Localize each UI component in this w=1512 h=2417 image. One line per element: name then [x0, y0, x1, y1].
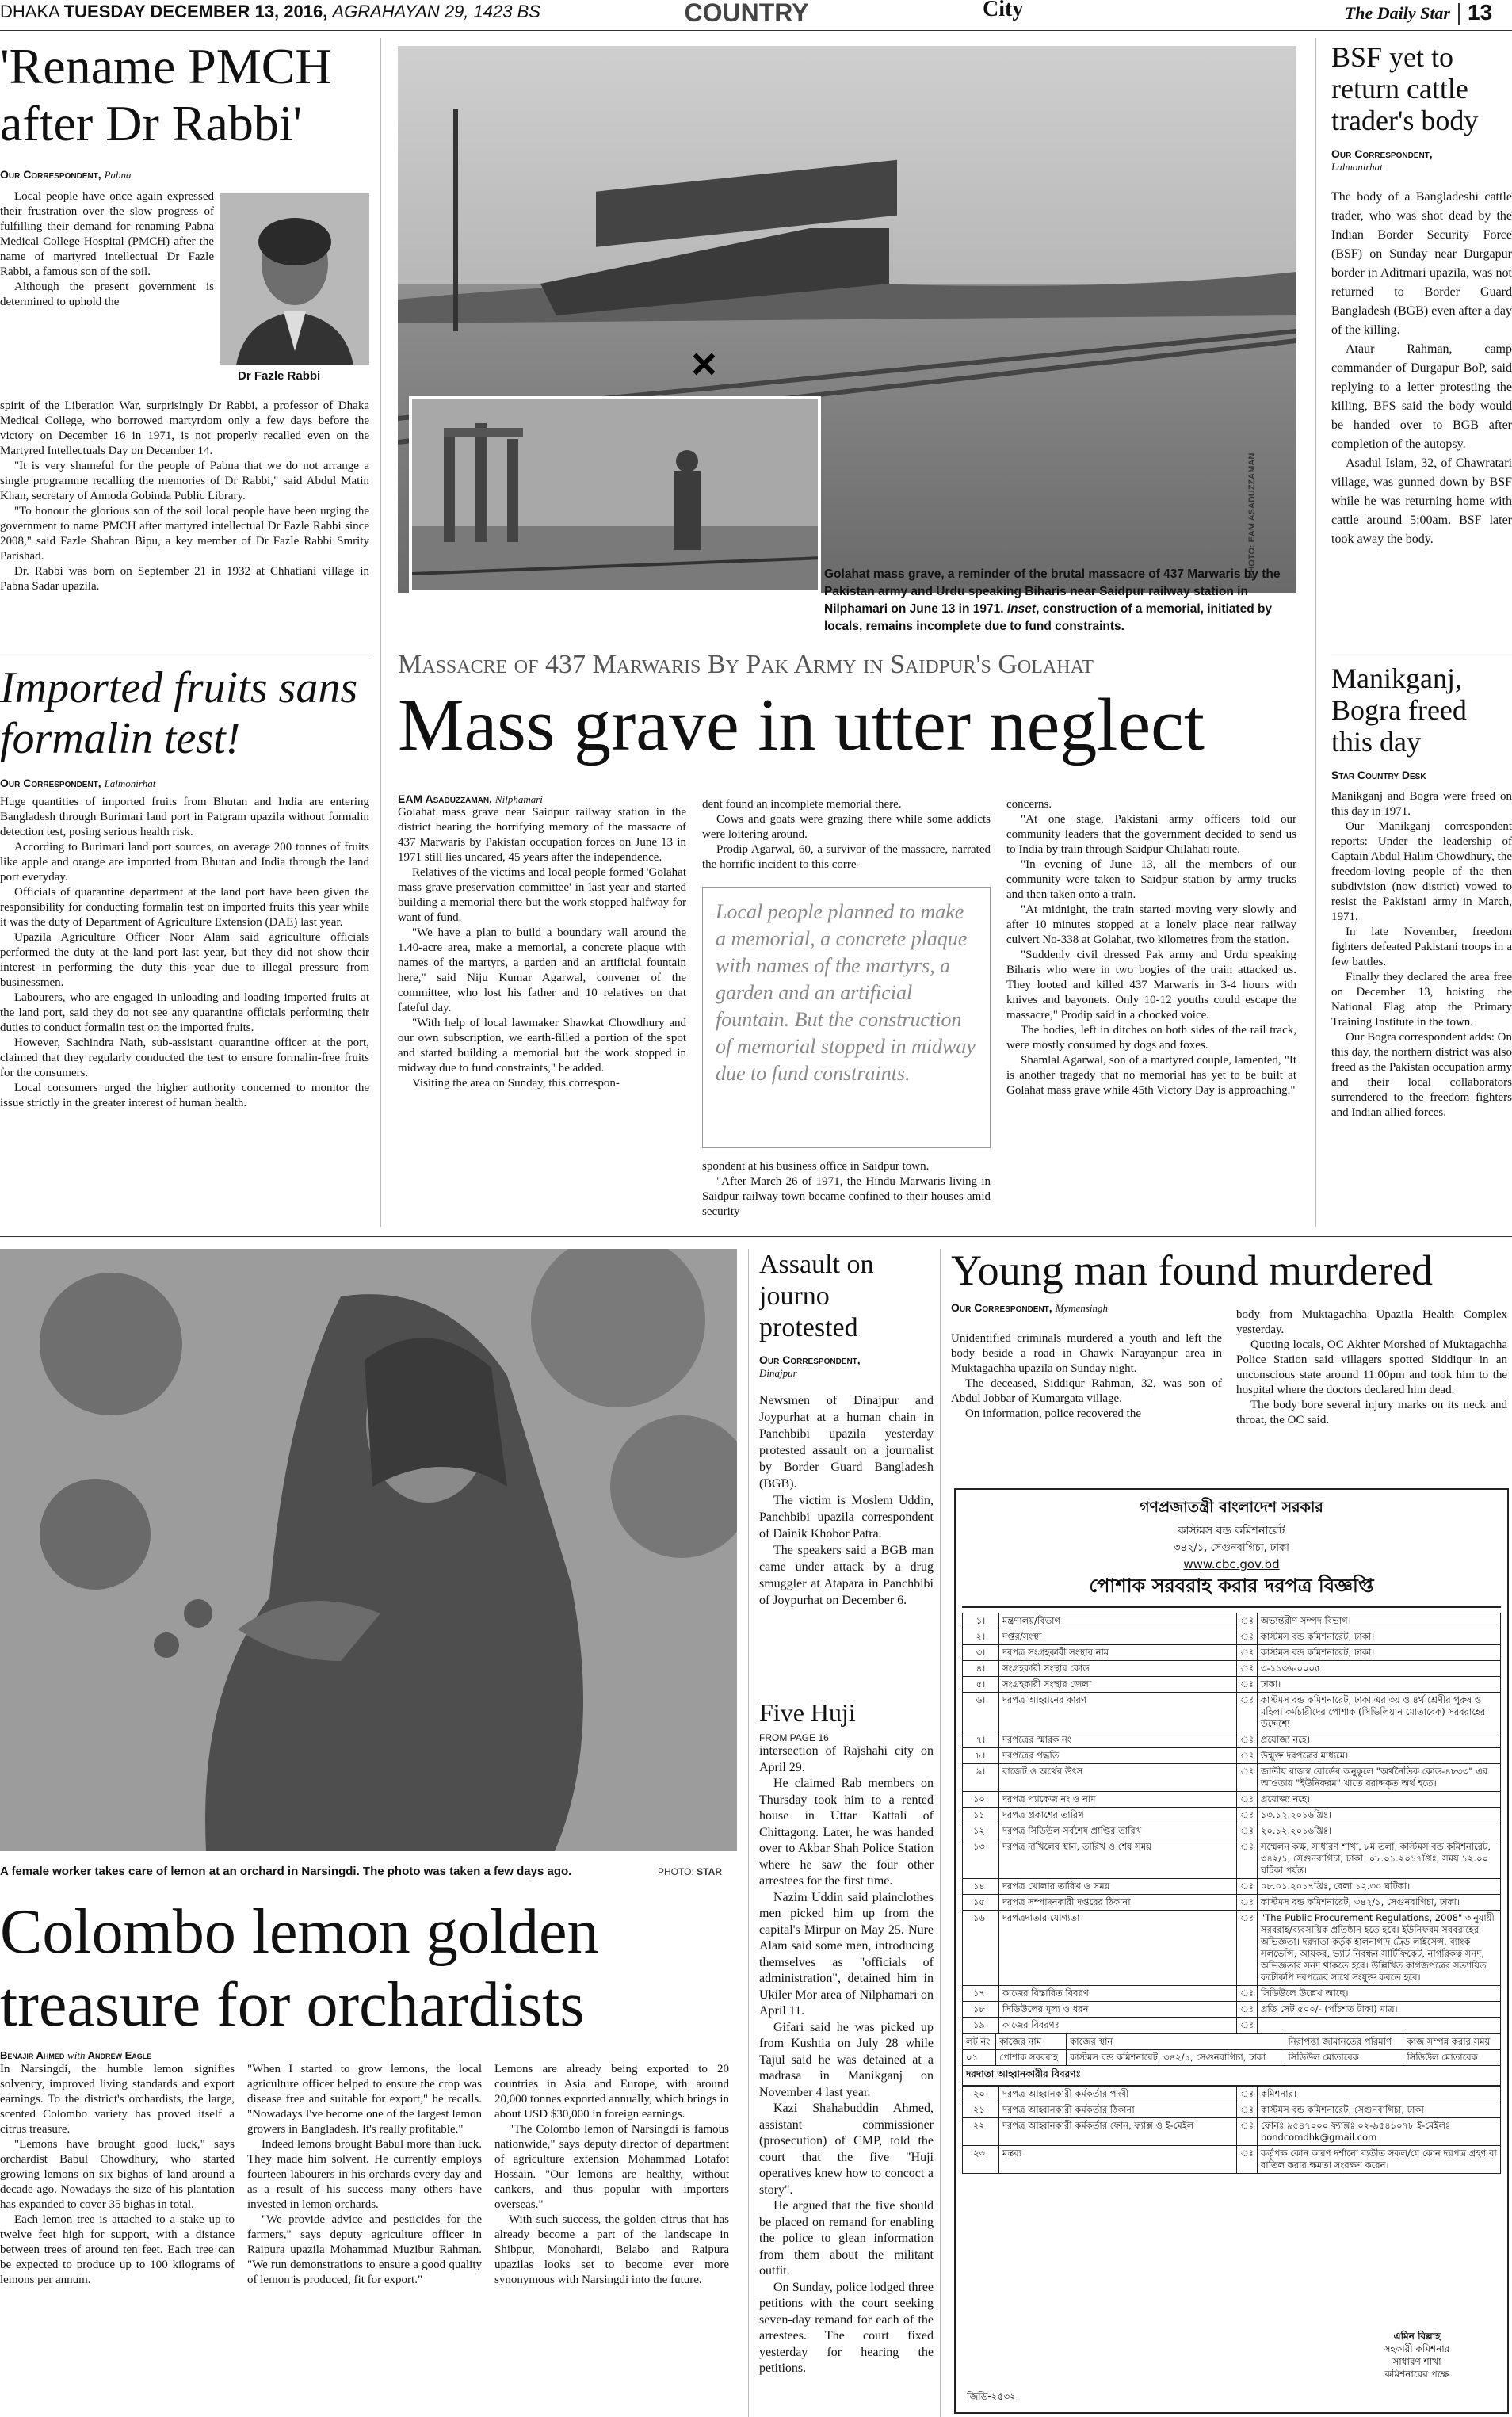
- lemon-para: In Narsingdi, the humble lemon signifies solvency, improved living standards and export earnings. To the district's orchardists, the large, scented Colombo variety has proved itself a citrus treasure.: [0, 2063, 235, 2136]
- lemon-photo-credit: PHOTO: STAR: [658, 1866, 722, 1877]
- assault-para: Newsmen of Dinajpur and Joypurhat at a human chain in Panchbibi upazila yesterday protested assault on a journalist by Border Guard Bangladesh (BGB).: [759, 1394, 934, 1491]
- tender-separator-cell: ঃ: [1237, 2087, 1258, 2102]
- tender-row: [963, 2102, 1501, 2118]
- signatory-title: সহকারী কমিশনার: [1384, 2343, 1450, 2354]
- pmch-headline: 'Rename PMCH after Dr Rabbi': [0, 38, 332, 151]
- tender-value-cell: অভ্যন্তরীণ সম্পদ বিভাগ।: [1257, 1613, 1500, 1629]
- pmch-article: [0, 38, 369, 648]
- tender-value-cell: [1257, 2018, 1500, 2033]
- lot-cell: পোশাক সরবরাহ: [996, 2050, 1067, 2066]
- header-rule: [0, 30, 1512, 31]
- memorial-inset-photo: [409, 396, 821, 593]
- pmch-para: Local people have once again expressed their frustration over the slow progress of fulfilling their demand for renaming Pabna Medical College Hospital (PMCH) after the name of martyred intellectual Dr Fazle Rabbi, a famous son of the soil.: [0, 190, 214, 278]
- tender-value-cell: সিডিউলে উল্লেখ আছে।: [1257, 1986, 1500, 2002]
- tender-n-cell: ৮।: [963, 1748, 999, 1764]
- murder-headline: Young man found murdered: [951, 1247, 1433, 1294]
- tender-label-cell: দরপত্র প্যাকেজ নং ও নাম: [999, 1792, 1237, 1808]
- tender-n-cell: ২০।: [963, 2087, 999, 2102]
- tender-label-cell: সংগ্রহকারী সংস্থার জেলা: [999, 1677, 1237, 1693]
- tender-row: [963, 1764, 1501, 1792]
- tender-n-cell: ১১।: [963, 1808, 999, 1823]
- pmch-para: spirit of the Liberation War, surprisingly Dr Rabbi, a professor of Dhaka Medical College, who borrowed martyrdom only a few days before the victory on December 16 in 1971, is not properly recalled even on the Martyred Intellectuals Day on December 14.: [0, 399, 369, 457]
- fruits-headline: Imported fruits sans formalin test!: [0, 663, 358, 763]
- tender-row: [963, 1732, 1501, 1748]
- tender-label-cell: দরপত্রদাতার যোগ্যতা: [999, 1911, 1237, 1986]
- huji-para: On Sunday, police lodged three petitions with the court seeking seven-day remand for each of the arrestees. The court fixed yesterday for hearing the petitions.: [759, 2280, 934, 2375]
- fruits-para: Labourers, who are engaged in unloading and loading imported fruits at the land port, said they do not see any quarantine officials performing their duties to conduct formalin test on the imported fruits.: [0, 991, 369, 1034]
- murder-para: The deceased, Siddiqur Rahman, 32, was son of Abdul Jobbar of Kumargata village.: [951, 1377, 1222, 1405]
- tender-label-cell: দরপত্র সম্পাদনকারী দপ্তরের ঠিকানা: [999, 1895, 1237, 1911]
- column-rule: [748, 1249, 749, 2417]
- tender-label-cell: দরপত্রের পদ্ধতি: [999, 1748, 1237, 1764]
- tender-n-cell: ১৬।: [963, 1911, 999, 1986]
- assault-para: The victim is Moslem Uddin, Panchbibi upazila correspondent of Dainik Khobor Patra.: [759, 1494, 934, 1541]
- tender-label-cell: দরপত্র আহ্বানকারী কর্মকর্তার ঠিকানা: [999, 2102, 1237, 2118]
- tender-label-cell: দরপত্র সংগ্রহকারী সংস্থার নাম: [999, 1645, 1237, 1661]
- tender-n-cell: ১২।: [963, 1823, 999, 1839]
- tender-separator-cell: ঃ: [1237, 1645, 1258, 1661]
- tender-n-cell: ১৯।: [963, 2018, 999, 2033]
- tender-label-cell: দরপত্র আহ্বানের কারণ: [999, 1693, 1237, 1732]
- bsf-para: Ataur Rahman, camp commander of Durgapur BoP, said replying to a letter protesting the killing, BFS said the body would be handed over to BGB after completion of the autopsy.: [1331, 342, 1512, 451]
- dateline: [0, 2, 666, 25]
- murder-para: On information, police recovered the: [965, 1407, 1141, 1420]
- tender-n-cell: ১৪।: [963, 1879, 999, 1895]
- tender-value-cell: কাস্টমস বন্ড কমিশনারেট, ঢাকা।: [1257, 1629, 1500, 1645]
- lot-cell: ০১: [963, 2050, 996, 2066]
- lemon-article: [0, 1896, 737, 2417]
- tender-separator-cell: ঃ: [1237, 1986, 1258, 2002]
- tender-row: [963, 1911, 1501, 1986]
- manikganj-para: In late November, freedom fighters defeated Pakistani troops in a few battles.: [1331, 926, 1512, 968]
- tender-n-cell: ১।: [963, 1613, 999, 1629]
- lot-header-cell: কাজের নাম: [996, 2034, 1067, 2050]
- tender-label-cell: দরপত্র প্রকাশের তারিখ: [999, 1808, 1237, 1823]
- svg-text:×: ×: [691, 338, 717, 388]
- tender-value-cell: ফোনঃ ৯৫৪৭০০০ ফ্যাক্সঃ ০২-৯৫৪১০৭৮ ই-মেইলঃ bondcomdhk@gmail.com: [1257, 2118, 1500, 2146]
- tender-value-cell: প্রযোজ্য নহে।: [1257, 1792, 1500, 1808]
- grave-para: "We have a plan to build a boundary wall around the 1.40-acre area, make a memorial, a concrete plaque with names of the martyrs, a garden and an artificial fountain here," said Niju Kumar Agarwal, convener of the committee, who lost his father and 10 relatives on that fateful day.: [398, 926, 686, 1014]
- signatory-name: এমিন বিল্লাহ: [1393, 2331, 1441, 2342]
- notice-title: পোশাক সরবরাহ করার দরপত্র বিজ্ঞপ্তি: [962, 1571, 1501, 1608]
- signatory-for: কমিশনারের পক্ষে: [1384, 2369, 1449, 2380]
- tender-n-cell: ১৩।: [963, 1839, 999, 1879]
- pmch-para: Although the present government is determined to uphold the: [0, 281, 214, 308]
- fruits-para: According to Burimari land port sources, on average 200 tonnes of fruits like apple and orange are imported from Bhutan and India through the land port everyday.: [0, 841, 369, 884]
- page-number: 13: [1468, 0, 1493, 25]
- tender-table-officials: [962, 2086, 1501, 2174]
- tender-n-cell: ৭।: [963, 1732, 999, 1748]
- grave-article: [398, 650, 1296, 1228]
- tender-row: [963, 2087, 1501, 2102]
- tender-value-cell: ৩-১১৩৬-০০০৫: [1257, 1661, 1500, 1677]
- tender-separator-cell: ঃ: [1237, 1911, 1258, 1986]
- paper-name: The Daily Star: [1344, 3, 1450, 23]
- signatory-dept: সাধারণ শাখা: [1392, 2356, 1441, 2367]
- dateline-bengali: AGRAHAYAN 29, 1423 BS: [332, 2, 540, 21]
- grave-para: "At one stage, Pakistani army officers told our community leaders that the government decided to send us to India by train through Saidpur-Chilahati route.: [1006, 813, 1296, 856]
- lot-table: [962, 2033, 1501, 2066]
- grave-kicker: Massacre of 437 Marwaris By Pak Army in Saidpur's Golahat: [398, 650, 1094, 679]
- page-header: [0, 0, 1512, 32]
- manikganj-para: Manikganj and Bogra were freed on this day in 1971.: [1331, 790, 1512, 818]
- bsf-byline: Our Correspondent, Lalmonirhat: [1331, 147, 1433, 173]
- tender-row: [963, 1792, 1501, 1808]
- murder-para: Quoting locals, OC Akhter Morshed of Muktagachha Police Station said villagers spotted Siddiqur in an unconscious state around 11:00pm and took him to the hospital where the doctors declared him dead.: [1236, 1338, 1507, 1396]
- tender-row: [963, 1808, 1501, 1823]
- tender-value-cell: "The Public Procurement Regulations, 2008" অনুযায়ী সরবরাহ/ব্যবসায়িক প্রতিষ্ঠান হতে হবে। ইউনিফরম সরবরাহের অভিজ্ঞতা। দরদাতা কর্তৃক হালনাগাদ ট্রেড লাইসেন্স, ব্যাংক সলভেন্সি, আয়কর, ভ্যাট নিবন্ধন সার্টিফিকেট, নাগরিকত্ব সনদ, অভিজ্ঞতার সনদ থাকতে হবে। উল্লিখিত কাগজপত্রের সত্যায়িত ফটোকপি দরপত্রের সাথে সংযুক্ত করতে হবে।: [1257, 1911, 1500, 1986]
- lemon-para: Each lemon tree is attached to a stake up to twelve feet high for support, with a distance between trees of around ten feet. Each tree can be expected to produce up to 100 kilograms of lemons per annum.: [0, 2213, 235, 2286]
- official-title: দরদাতা আহ্বানকারীর বিবরণঃ: [962, 2066, 1501, 2086]
- grave-para: Cows and goats were grazing there while some addicts were loitering around.: [702, 813, 991, 841]
- lemon-para: "The Colombo lemon of Narsingdi is famous nationwide," says deputy director of department of agriculture extension Mohammad Lotafot Hossain. "Our lemons are healthy, without cankers, and thus popular with importers overseas.": [494, 2123, 729, 2211]
- section-label: COUNTRY: [684, 0, 809, 27]
- manikganj-para: Our Manikganj correspondent reports: Under the leadership of Captain Abdul Halim Chowdhury, the freedom-loving people of the then subdivision (now district) vowed to resist the Pakistani army in March, 1971.: [1331, 820, 1512, 923]
- grave-para: concerns.: [1006, 798, 1052, 811]
- tender-value-cell: কাস্টমস বন্ড কমিশনারেট, ৩৪২/১, সেগুনবাগিচা, ঢাকা।: [1257, 1895, 1500, 1911]
- tender-label-cell: কাজের বিবরণঃ: [999, 2018, 1237, 2033]
- tender-value-cell: সম্মেলন কক্ষ, সাধারণ শাখা, ৮ম তলা, কাস্টমস বন্ড কমিশনারেট, ৩৪২/১, সেগুনবাগিচা, ঢাকা। ০৮.০১.২০১৭খ্রিঃ, সময় ১২.০০ ঘটিকা পর্যন্ত।: [1257, 1839, 1500, 1879]
- tender-label-cell: দরপত্রের স্মারক নং: [999, 1732, 1237, 1748]
- tender-separator-cell: ঃ: [1237, 1895, 1258, 1911]
- tender-label-cell: মন্ত্রণালয়/বিভাগ: [999, 1613, 1237, 1629]
- lemon-para: "Lemons have brought good luck," says orchardist Babul Chowdhury, who started growing lemons on six bighas of land around a decade ago. Nowadays the size of his plantation has expanded to cover 35 bighas in total.: [0, 2138, 235, 2211]
- tender-separator-cell: ঃ: [1237, 1764, 1258, 1792]
- fruits-para: However, Sachindra Nath, sub-assistant quarantine officer at the port, claimed that they regularly conducted the test to ensure formalin-free fruits for the consumers.: [0, 1037, 369, 1079]
- tender-row: [963, 2018, 1501, 2033]
- tender-row: [963, 1693, 1501, 1732]
- header-divider: [1458, 3, 1460, 25]
- tender-separator-cell: ঃ: [1237, 1792, 1258, 1808]
- notice-office: কাস্টমস বন্ড কমিশনারেট: [1178, 1525, 1285, 1537]
- tender-separator-cell: ঃ: [1237, 1661, 1258, 1677]
- grave-photo-credit: PHOTO: EAM ASADUZZAMAN: [1247, 452, 1257, 578]
- murder-article: [951, 1246, 1512, 1483]
- tender-separator-cell: ঃ: [1237, 2118, 1258, 2146]
- grave-para: "Suddenly civil dressed Pak army and Urdu speaking Biharis who were in two bogies of the train attacked us. They looted and killed 437 Marwaris in 3-4 hours with knives and bayonets. Only 10-12 youths could escape the massacre," Prodip said in a chocked voice.: [1006, 949, 1296, 1021]
- fruits-byline: Our Correspondent, Lalmonirhat: [0, 777, 156, 789]
- tender-n-cell: ৯।: [963, 1764, 999, 1792]
- grave-photo-caption: Golahat mass grave, a reminder of the brutal massacre of 437 Marwaris by the Pakistan army and Urdu speaking Biharis near Saidpur railway station in Nilphamari on June 13 in 1971. Inset, construction of a memorial, initiated by locals, remains incomplete due to fund constraints.: [824, 567, 1281, 633]
- tender-separator-cell: ঃ: [1237, 1748, 1258, 1764]
- lemon-para: "When I started to grow lemons, the local agriculture officer helped to ensure the crop was disease free and suitable for export," he recalls. "Nowadays I've become one of the largest lemon growers in Bangladesh. It's really profitable.": [247, 2063, 482, 2136]
- pmch-byline: Our Correspondent, Pabna: [0, 168, 132, 181]
- lemon-photo: [0, 1249, 737, 1851]
- dateline-day: TUESDAY DECEMBER 13, 2016,: [63, 2, 328, 21]
- tender-row: [963, 1986, 1501, 2002]
- tender-value-cell: কাস্টমস বন্ড কমিশনারেট, ঢাকা এর ৩য় ও ৪র্থ শ্রেণীর পুরুষ ও মহিলা কর্মচারীদের পোশাক (সিভিলিয়ান মোতাবেক) সরবরাহের উদ্দেশ্যে।: [1257, 1693, 1500, 1732]
- dr-rabbi-caption: Dr Fazle Rabbi: [238, 369, 321, 383]
- grave-para: Visiting the area on Sunday, this correspon-: [412, 1077, 620, 1090]
- grave-headline: Mass grave in utter neglect: [398, 684, 1205, 766]
- lemon-para: Lemons are already being exported to 20 countries in Asia and Europe, with around 20,000 tonnes exported annually, which brings in about USD $30,000 in foreign earnings.: [494, 2063, 729, 2121]
- tender-table: [962, 1613, 1501, 2033]
- tender-n-cell: ২।: [963, 1629, 999, 1645]
- tender-separator-cell: ঃ: [1237, 2102, 1258, 2118]
- assault-article: [759, 1249, 934, 1693]
- fruits-para: Officials of quarantine department at the land port have been given the responsibility for conducting formalin test on imported fruits this year while it was the duty of Department of Agriculture Extension (DAE) last year.: [0, 886, 369, 929]
- tender-separator-cell: ঃ: [1237, 1879, 1258, 1895]
- fruits-para: Huge quantities of imported fruits from Bhutan and India are entering Bangladesh through Burimari land port in Patgram upazila without formalin detection test, posing serious health risk.: [0, 796, 369, 838]
- tender-label-cell: দরপত্র দাখিলের স্থান, তারিখ ও শেষ সময়: [999, 1839, 1237, 1879]
- tender-n-cell: ১৮।: [963, 2002, 999, 2018]
- tender-n-cell: ২৩।: [963, 2146, 999, 2174]
- grave-para: Prodip Agarwal, 60, a survivor of the massacre, narrated the horrific incident to this corre-: [702, 843, 991, 871]
- tender-row: [963, 1839, 1501, 1879]
- signature-block: [1338, 2330, 1496, 2381]
- lemon-para: With such success, the golden citrus that has already become a part of the landscape in Shibpur, Monohardi, Belabo and Raipura upazilas looks set to become ever more synonymous with Narsingdi into the future.: [494, 2213, 729, 2286]
- tender-row: [963, 1879, 1501, 1895]
- tender-value-cell: প্রযোজ্য নহে।: [1257, 1732, 1500, 1748]
- tender-separator-cell: ঃ: [1237, 1677, 1258, 1693]
- subsection-label: City: [983, 0, 1024, 21]
- huji-para: Gifari said he was picked up from Kushtia on July 28 while Tajul said he was detained at a madrasa in Manikganj on November 4 last year.: [759, 2020, 934, 2099]
- memorial-illustration: [412, 399, 821, 593]
- grave-para: "In evening of June 13, all the members of our community were taken to Saidpur station by army trucks and then taken onto a train.: [1006, 858, 1296, 901]
- tender-value-cell: উন্মুক্ত দরপত্রের মাধ্যমে।: [1257, 1748, 1500, 1764]
- portrait-illustration: [220, 193, 369, 365]
- pmch-para: "To honour the glorious son of the soil local people have been urging the government to name PMCH after martyred intellectual Dr Fazle Rabbi since 2008," said Fazle Shahran Bipu, a key member of Dr Fazle Rabbi Smrity Parishad.: [0, 505, 369, 563]
- notice-code: জিডি-২৫৩২: [967, 2391, 1016, 2402]
- fruits-para: Upazila Agriculture Officer Noor Alam said agriculture officials performed the duty at the land port last year, but they did not show their interest in performing the duty this year due to illegal pressure from businessmen.: [0, 931, 369, 989]
- tender-label-cell: দরপত্র সিডিউল সর্বশেষ প্রাপ্তির তারিখ: [999, 1823, 1237, 1839]
- tender-n-cell: ৫।: [963, 1677, 999, 1693]
- fruits-para: Local consumers urged the higher authority concerned to monitor the issue strictly in the greater interest of human health.: [0, 1082, 369, 1109]
- lot-row: [963, 2050, 1501, 2066]
- tender-n-cell: ৩।: [963, 1645, 999, 1661]
- manikganj-para: Finally they declared the area free on December 13, hoisting the National Flag atop the Primary Training Institute in the town.: [1331, 971, 1512, 1029]
- manikganj-byline: Star Country Desk: [1331, 769, 1426, 781]
- orchard-worker-illustration: [0, 1249, 737, 1851]
- tender-value-cell: কাস্টমস বন্ড কমিশনারেট, সেগুনবাগিচা, ঢাকা।: [1257, 2102, 1500, 2118]
- tender-n-cell: ২২।: [963, 2118, 999, 2146]
- manikganj-para: Our Bogra correspondent adds: On this day, the northern district was also freed as the Pakistan occupation army and their local collaborators surrendered to the freedom fighters and Indian allied forces.: [1331, 1031, 1512, 1119]
- lemon-headline: Colombo lemon golden treasure for orchardists: [0, 1897, 599, 2040]
- grave-para: "After March 26 of 1971, the Hindu Marwaris living in Saidpur railway town became confined to their houses amid security: [702, 1175, 991, 1218]
- dateline-city: DHAKA: [0, 2, 59, 21]
- grave-para: dent found an incomplete memorial there.: [702, 798, 902, 811]
- tender-separator-cell: ঃ: [1237, 1613, 1258, 1629]
- lot-cell: কাস্টমস বন্ড কমিশনারেট, ৩৪২/১, সেগুনবাগিচা, ঢাকা: [1067, 2050, 1285, 2066]
- huji-article: [759, 1697, 934, 2417]
- tender-label-cell: মন্তব্য: [999, 2146, 1237, 2174]
- fruits-article: [0, 662, 369, 1228]
- tender-label-cell: দপ্তর/সংস্থা: [999, 1629, 1237, 1645]
- tender-value-cell: ঢাকা।: [1257, 1677, 1500, 1693]
- grave-para: "With help of local lawmaker Shawkat Chowdhury and our own subscription, we earth-filled a portion of the spot and started building a memorial but the work stopped in midway due to fund constraints," he added.: [398, 1017, 686, 1075]
- dr-rabbi-photo: [220, 193, 369, 365]
- column-rule: [1315, 38, 1316, 1227]
- tender-label-cell: দরপত্র আহ্বানকারী কর্মকর্তার পদবী: [999, 2087, 1237, 2102]
- bsf-para: The body of a Bangladeshi cattle trader, who was shot dead by the Indian Border Security Force (BSF) on Sunday near Durgapur border in Aditmari upazila, was not returned to Border Guard Bangladesh (BGB) even after a day of the killing.: [1331, 190, 1512, 337]
- lot-header-cell: কাজের স্থান: [1067, 2034, 1285, 2050]
- tender-value-cell: ১৩.১২.২০১৬খ্রিঃ।: [1257, 1808, 1500, 1823]
- tender-separator-cell: ঃ: [1237, 1693, 1258, 1732]
- huji-para: intersection of Rajshahi city on April 29.: [759, 1744, 934, 1774]
- tender-separator-cell: ঃ: [1237, 2002, 1258, 2018]
- grave-para: spondent at his business office in Saidpur town.: [702, 1160, 930, 1173]
- lemon-byline: Benajir Ahmed with Andrew Eagle: [0, 2049, 152, 2061]
- pmch-para: "It is very shameful for the people of Pabna that we do not arrange a single programme recalling the memories of Dr Rabbi," said Abdul Matin Khan, secretary of Annoda Gobinda Public Library.: [0, 460, 369, 502]
- column-rule: [380, 38, 381, 1227]
- tender-row: [963, 1613, 1501, 1629]
- tender-n-cell: ৪।: [963, 1661, 999, 1677]
- tender-value-cell: জাতীয় রাজস্ব বোর্ডের অনুকূলে "অর্থনৈতিক কোড-৪৮৩৩" এর আওতায় "ইউনিফরম" খাতে বরাদ্দকৃত অর্থ হতে।: [1257, 1764, 1500, 1792]
- murder-para: The body bore several injury marks on its neck and throat, the OC said.: [1236, 1399, 1507, 1426]
- tender-row: [963, 1895, 1501, 1911]
- tender-n-cell: ২১।: [963, 2102, 999, 2118]
- huji-jump: FROM PAGE 16: [759, 1732, 829, 1743]
- tender-label-cell: বাজেট ও অর্থের উৎস: [999, 1764, 1237, 1792]
- lemon-para: Indeed lemons brought Babul more than luck. They made him solvent. He currently employs fourteen labourers in his orchards every day and as a result of his success many others have invested in lemon orchards.: [247, 2138, 482, 2211]
- tender-label-cell: কাজের বিস্তারিত বিবরণ: [999, 1986, 1237, 2002]
- murder-para: Unidentified criminals murdered a youth and left the body beside a road in Chawk Narayanpur area in Muktagachha upazila on Sunday night.: [951, 1332, 1222, 1375]
- assault-para: The speakers said a BGB man came under attack by a drug smuggler at Atapara in Panchbibi of Joypurhat on December 6.: [759, 1544, 934, 1607]
- pmch-para: Dr. Rabbi was born on September 21 in 1932 at Chhatiani village in Pabna Sadar upazila.: [0, 565, 369, 593]
- tender-n-cell: ৬।: [963, 1693, 999, 1732]
- grave-byline: EAM Asaduzzaman, Nilphamari: [398, 792, 543, 805]
- tender-row: [963, 1823, 1501, 1839]
- tender-value-cell: কর্তৃপক্ষ কোন কারণ দর্শানো ব্যতীত সকল/যে কোন দরপত্র গ্রহণ বা বাতিল করার ক্ষমতা সংরক্ষণ করেন।: [1257, 2146, 1500, 2174]
- tender-value-cell: কমিশনার।: [1257, 2087, 1500, 2102]
- tender-row: [963, 2002, 1501, 2018]
- huji-para: Kazi Shahabuddin Ahmed, assistant commissioner (prosecution) of CMP, told the court that the five "Huji operatives knew how to concoct a story".: [759, 2102, 934, 2197]
- grave-para: Golahat mass grave near Saidpur railway station in the district bearing the horrifying memory of the massacre of 437 Marwaris by Pakistan occupation forces on June 13 in 1971 still lies uncared, 45 years after the independence.: [398, 806, 686, 864]
- huji-headline: Five Huji: [759, 1698, 856, 1727]
- lot-cell: সিডিউল মোতাবেক: [1285, 2050, 1403, 2066]
- huji-para: Nazim Uddin said plainclothes men picked him up from the capital's Mirpur on May 25. Nure Alam said some men, introducing themselves as "officials of administration", detained him in Ukiler Mor area of Nilphamari on April 11.: [759, 1890, 934, 2018]
- manikganj-headline: Manikganj, Bogra freed this day: [1331, 662, 1467, 758]
- grave-para: Relatives of the victims and local people formed 'Golahat mass grave preservation committee' in last year and started building a memorial there but the work stopped halfway for want of fund.: [398, 866, 686, 924]
- tender-n-cell: ১৫।: [963, 1895, 999, 1911]
- huji-para: He argued that the five should be placed on remand for enabling the police to glean information from them about the militant outfit.: [759, 2199, 934, 2278]
- murder-byline: Our Correspondent, Mymensingh: [951, 1301, 1109, 1314]
- fold-rule: [0, 1236, 1512, 1237]
- tender-value-cell: ২০.১২.২০১৬খ্রিঃ।: [1257, 1823, 1500, 1839]
- grave-para: "At midnight, the train started moving very slowly and after 10 minutes stopped at a lonely place near railway culvert No-338 at Golahat, two kilometres from the station.: [1006, 903, 1296, 946]
- tender-row: [963, 1645, 1501, 1661]
- bsf-para: Asadul Islam, 32, of Chawratari village, was gunned down by BSF while he was returning home with cattle around 5:00am. BSF later took away the body.: [1331, 456, 1512, 546]
- tender-label-cell: সংগ্রহকারী সংস্থার কোড: [999, 1661, 1237, 1677]
- bsf-headline: BSF yet to return cattle trader's body: [1331, 41, 1479, 136]
- lemon-photo-caption: A female worker takes care of lemon at an orchard in Narsingdi. The photo was taken a few days ago.: [0, 1865, 572, 1878]
- tender-label-cell: সিডিউলের মূল্য ও ধরন: [999, 2002, 1237, 2018]
- tender-separator-cell: ঃ: [1237, 2146, 1258, 2174]
- tender-row: [963, 1677, 1501, 1693]
- grave-para: Shamlal Agarwal, son of a martyred couple, lamented, "It is another tragedy that no memorial has yet to be built at Golahat mass grave while 45th Victory Day is approaching.": [1006, 1054, 1296, 1097]
- notice-website[interactable]: www.cbc.gov.bd: [1183, 1557, 1280, 1571]
- tender-separator-cell: ঃ: [1237, 1839, 1258, 1879]
- murder-para: body from Muktagachha Upazila Health Complex yesterday.: [1236, 1308, 1507, 1336]
- grave-para: The bodies, left in ditches on both sides of the rail track, were mostly consumed by dogs and foxes.: [1006, 1024, 1296, 1052]
- tender-value-cell: প্রতি সেট ৫০০/- (পাঁচশত টাকা) মাত্র।: [1257, 2002, 1500, 2018]
- tender-row: [963, 1748, 1501, 1764]
- tender-separator-cell: ঃ: [1237, 2018, 1258, 2033]
- lot-header-row: [963, 2034, 1501, 2050]
- tender-n-cell: ১০।: [963, 1792, 999, 1808]
- tender-row: [963, 1661, 1501, 1677]
- lot-header-cell: নিরাপত্তা জামানতের পরিমাণ: [1285, 2034, 1403, 2050]
- bsf-article: [1331, 41, 1512, 651]
- tender-value-cell: ০৮.০১.২০১৭খ্রিঃ, বেলা ১২.৩০ ঘটিকা।: [1257, 1879, 1500, 1895]
- tender-separator-cell: ঃ: [1237, 1823, 1258, 1839]
- manikganj-article: [1331, 662, 1512, 1228]
- tender-notice: [954, 1488, 1509, 2414]
- tender-n-cell: ১৭।: [963, 1986, 999, 2002]
- tender-separator-cell: ঃ: [1237, 1732, 1258, 1748]
- lot-header-cell: লট নং: [963, 2034, 996, 2050]
- tender-separator-cell: ঃ: [1237, 1808, 1258, 1823]
- tender-value-cell: কাস্টমস বন্ড কমিশনারেট, ঢাকা।: [1257, 1645, 1500, 1661]
- notice-government: গণপ্রজাতন্ত্রী বাংলাদেশ সরকার: [1140, 1499, 1323, 1516]
- notice-address: ৩৪২/১, সেগুনবাগিচা, ঢাকা: [1174, 1542, 1289, 1554]
- tender-label-cell: দরপত্র আহ্বানকারী কর্মকর্তার ফোন, ফ্যাক্স ও ই-মেইল: [999, 2118, 1237, 2146]
- lot-cell: সিডিউল মোতাবেক: [1403, 2050, 1501, 2066]
- tender-label-cell: দরপত্র খোলার তারিখ ও সময়: [999, 1879, 1237, 1895]
- tender-row: [963, 2118, 1501, 2146]
- lemon-para: "We provide advice and pesticides for the farmers," says deputy agriculture officer in Raipura upazila Mohammad Muzibur Rahman. "We run demonstrations to ensure a good quality of lemon is produced, fit for export.": [247, 2213, 482, 2286]
- huji-para: He claimed Rab members on Thursday took him to a rented house in Uttar Kattali of Chittagong. Later, he was handed over to Akbar Shah Police Station where he saw the four other arrestees for the first time.: [759, 1777, 934, 1888]
- lot-header-cell: কাজ সম্পন্ন করার সময়: [1403, 2034, 1501, 2050]
- column-rule: [940, 1249, 941, 2417]
- pull-quote: Local people planned to make a memorial, a concrete plaque with names of the martyrs, a garden and an artificial fountain. But the construction of memorial stopped in midway due to fund constraints.: [702, 887, 991, 1148]
- tender-row: [963, 2146, 1501, 2174]
- assault-byline: Our Correspondent, Dinajpur: [759, 1354, 861, 1379]
- tender-row: [963, 1629, 1501, 1645]
- tender-separator-cell: ঃ: [1237, 1629, 1258, 1645]
- assault-headline: Assault on journo protested: [759, 1250, 874, 1342]
